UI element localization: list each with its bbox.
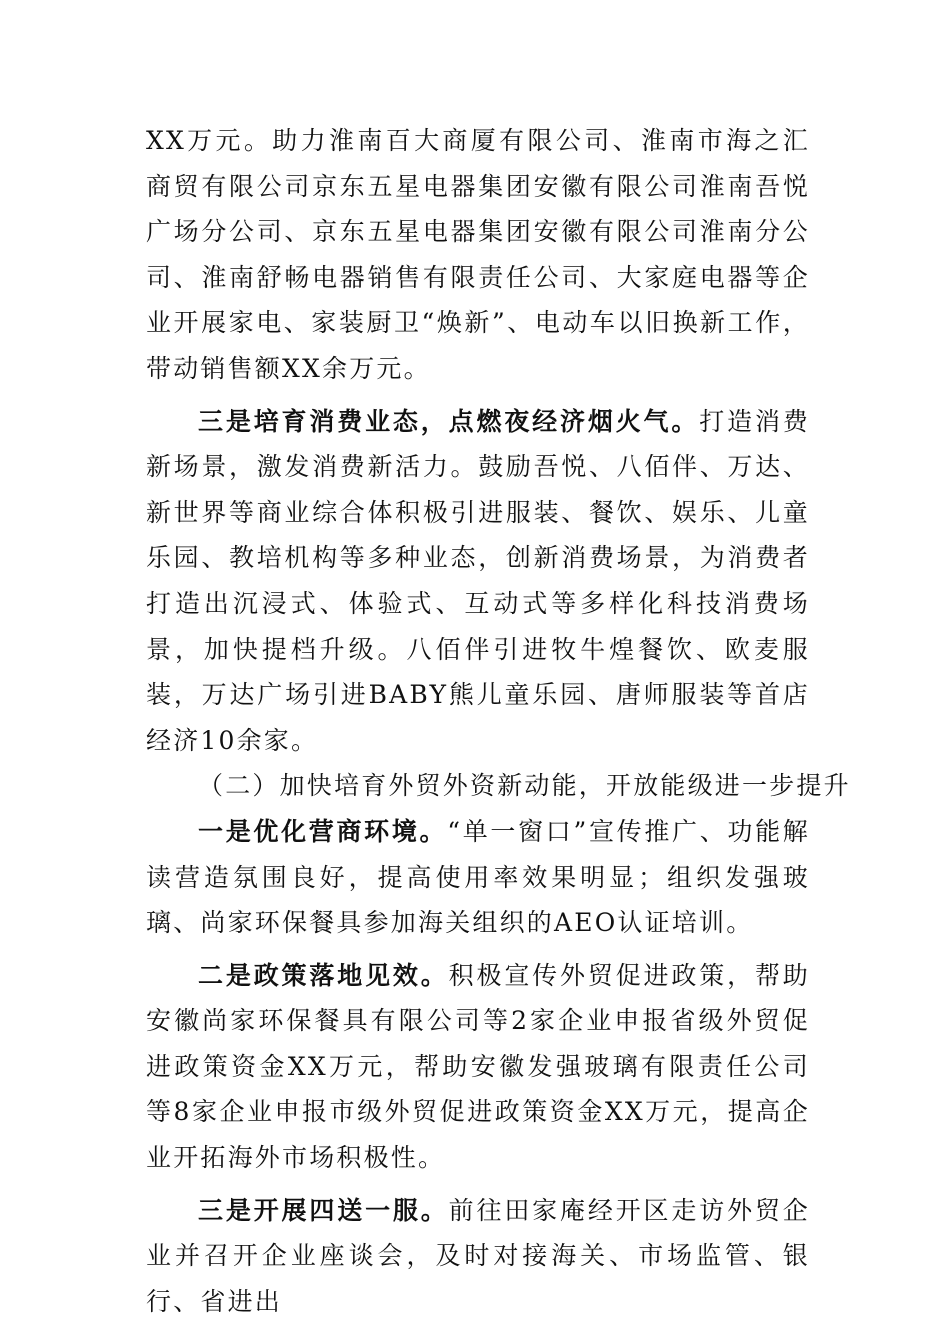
paragraph-text: XX万元。助力淮南百大商厦有限公司、淮南市海之汇商贸有限公司京东五星电器集团安徽有限公司淮南吾悦广场分公司、京东五星电器集团安徽有限公司淮南分公司、淮南舒畅电器销售有限责任公司、大家庭电器等企业开展家电、家装厨卫“焕新”、电动车以旧换新工作，带动销售额XX余万元。 xyxy=(146,126,810,383)
paragraph-lead: 三是培育消费业态，点燃夜经济烟火气。 xyxy=(198,406,700,436)
paragraph-lead: 一是优化营商环境。 xyxy=(198,816,448,846)
document-page xyxy=(146,118,851,1324)
paragraph-policy xyxy=(146,953,810,1181)
paragraph-gap xyxy=(146,1181,810,1188)
paragraph-four-services xyxy=(146,1188,810,1325)
paragraph-gap xyxy=(146,946,810,953)
paragraph-text: 打造消费新场景，激发消费新活力。鼓励吾悦、八佰伴、万达、新世界等商业综合体积极引进服装、餐饮、娱乐、儿童乐园、教培机构等多种业态，创新消费场景，为消费者打造出沉浸式、体验式、互动式等多样化科技消费场景，加快提档升级。八佰伴引进牧牛煌餐饮、欧麦服装，万达广场引进BABY熊儿童乐园、唐师服装等首店经济10余家。 xyxy=(146,406,810,755)
section-heading: （二）加快培育外贸外资新动能，开放能级进一步提升 xyxy=(198,771,851,801)
paragraph-business-environment xyxy=(146,809,810,946)
paragraph-text: 前往田家庵经开区走访外贸企业并召开企业座谈会，及时对接海关、市场监管、银行、省进出 xyxy=(146,1195,810,1316)
paragraph-text: “单一窗口”宣传推广、功能解读营造氛围良好，提高使用率效果明显；组织发强玻璃、尚家环保餐具参加海关组织的AEO认证培训。 xyxy=(146,816,810,938)
paragraph-gap xyxy=(146,392,810,399)
paragraph-consumption-formats xyxy=(146,399,810,764)
paragraph-continuation xyxy=(146,118,810,392)
paragraph-text: 积极宣传外贸促进政策，帮助安徽尚家环保餐具有限公司等2家企业申报省级外贸促进政策资金XX万元，帮助安徽发强玻璃有限责任公司等8家企业申报市级外贸促进政策资金XX万元，提高企业开拓海外市场积极性。 xyxy=(146,960,810,1173)
paragraph-lead: 二是政策落地见效。 xyxy=(198,960,449,990)
paragraph-lead: 三是开展四送一服。 xyxy=(198,1195,449,1225)
